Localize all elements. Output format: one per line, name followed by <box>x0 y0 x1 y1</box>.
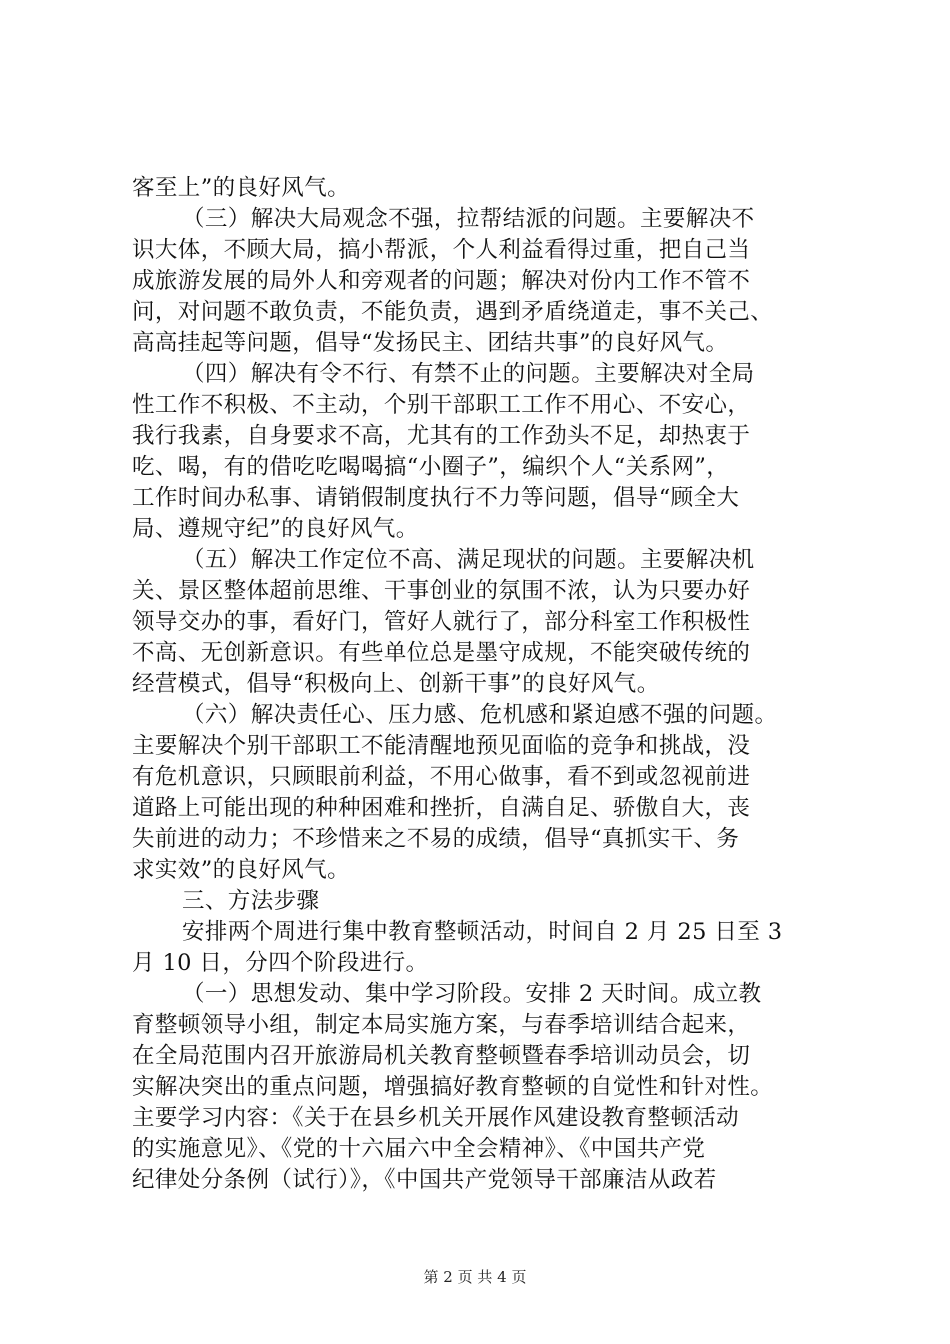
text-line: （四）解决有令不行、有禁不止的问题。主要解决对全局 <box>182 361 755 387</box>
text-line: 有危机意识，只顾眼前利益，不用心做事，看不到或忽视前进 <box>132 764 751 790</box>
text-line: 月 10 日，分四个阶段进行。 <box>132 950 429 976</box>
text-line: 实解决突出的重点问题，增强搞好教育整顿的自觉性和针对性。 <box>132 1074 774 1100</box>
text-line: 主要解决个别干部职工不能清醒地预见面临的竞争和挑战，没 <box>132 733 751 759</box>
text-line: 工作时间办私事、请销假制度执行不力等问题，倡导“顾全大 <box>132 485 740 511</box>
text-line: 吃、喝，有的借吃吃喝喝搞“小圈子”，编织个人“关系网”， <box>132 454 730 480</box>
text-line: 育整顿领导小组，制定本局实施方案，与春季培训结合起来， <box>132 1012 751 1038</box>
text-line: 高高挂起等问题，倡导“发扬民主、团结共事”的良好风气。 <box>132 330 729 356</box>
text-line: 安排两个周进行集中教育整顿活动，时间自 2 月 25 日至 3 <box>182 919 783 945</box>
text-line: 我行我素，自身要求不高，尤其有的工作劲头不足，却热衷于 <box>132 423 751 449</box>
text-line: （三）解决大局观念不强，拉帮结派的问题。主要解决不 <box>182 206 755 232</box>
text-line: 局、遵规守纪”的良好风气。 <box>132 516 419 542</box>
body-text <box>132 173 836 1196</box>
text-line: 成旅游发展的局外人和旁观者的问题；解决对份内工作不管不 <box>132 268 751 294</box>
text-line: （六）解决责任心、压力感、危机感和紧迫感不强的问题。 <box>182 702 778 728</box>
text-line: 在全局范围内召开旅游局机关教育整顿暨春季培训动员会，切 <box>132 1043 751 1069</box>
text-line: 客至上”的良好风气。 <box>132 175 351 201</box>
text-line: 求实效”的良好风气。 <box>132 857 351 883</box>
text-line: 问，对问题不敢负责，不能负责，遇到矛盾绕道走，事不关己、 <box>132 299 774 325</box>
text-line: （五）解决工作定位不高、满足现状的问题。主要解决机 <box>182 547 755 573</box>
section-heading: 三、方法步骤 <box>182 888 320 914</box>
text-line: 道路上可能出现的种种困难和挫折，自满自足、骄傲自大，丧 <box>132 795 751 821</box>
text-line: 关、景区整体超前思维、干事创业的氛围不浓，认为只要办好 <box>132 578 751 604</box>
text-line: 纪律处分条例（试行）》，《中国共产党领导干部廉洁从政若 <box>132 1167 717 1193</box>
text-line: （一）思想发动、集中学习阶段。安排 2 天时间。成立教 <box>182 981 762 1007</box>
text-line: 经营模式，倡导“积极向上、创新干事”的良好风气。 <box>132 671 660 697</box>
text-line: 的实施意见》、《党的十六届六中全会精神》、《中国共产党 <box>132 1136 706 1162</box>
page-footer: 第 2 页 共 4 页 <box>423 1268 527 1286</box>
text-line: 识大体，不顾大局，搞小帮派，个人利益看得过重，把自己当 <box>132 237 751 263</box>
text-line: 领导交办的事，看好门，管好人就行了，部分科室工作积极性 <box>132 609 751 635</box>
text-line: 性工作不积极、不主动，个别干部职工工作不用心、不安心， <box>132 392 751 418</box>
text-line: 失前进的动力；不珍惜来之不易的成绩，倡导“真抓实干、务 <box>132 826 740 852</box>
text-line: 主要学习内容：《关于在县乡机关开展作风建设教育整顿活动 <box>132 1105 740 1131</box>
text-line: 不高、无创新意识。有些单位总是墨守成规，不能突破传统的 <box>132 640 751 666</box>
